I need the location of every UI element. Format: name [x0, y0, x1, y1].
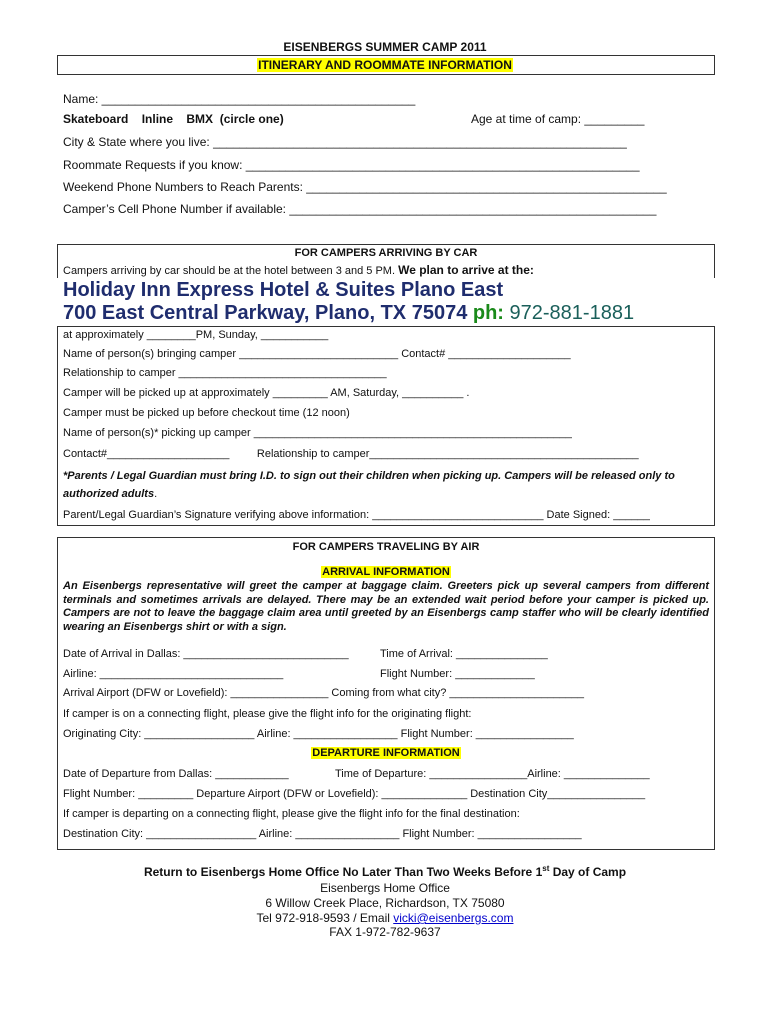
weekend-phone-field[interactable]: Weekend Phone Numbers to Reach Parents: ______________________________________________________	[63, 180, 667, 194]
departure-flight-field[interactable]: Flight Number: _________ Departure Airport (DFW or Lovefield): ______________ Destination City________________	[63, 788, 646, 800]
id-requirement-note: *Parents / Legal Guardian must bring I.D. to sign out their children when picking up. Campers will be released only to authorized adults.	[63, 470, 675, 500]
pickup-time-field[interactable]: Camper will be picked up at approximately _________ AM, Saturday, __________ .	[63, 387, 470, 399]
departure-heading: DEPARTURE INFORMATION	[312, 747, 460, 759]
date-of-departure-field[interactable]: Date of Departure from Dallas: ____________	[63, 768, 289, 780]
arrival-airport-field[interactable]: Arrival Airport (DFW or Lovefield): ________________ Coming from what city? ______________________	[63, 687, 584, 699]
return-deadline: Return to Eisenbergs Home Office No Later Than Two Weeks Before 1st Day of Camp	[143, 864, 627, 879]
arrival-time-field[interactable]: at approximately ________PM, Sunday, ___________	[63, 329, 329, 341]
arrival-paragraph: An Eisenbergs representative will greet the camper at baggage claim. Greeters pick up several campers from different terminals and sometimes arrivals are delayed. There may be an extended wait period before your camper is picked up. Campers are not to leave the baggage claim area until greeted by an Eisenbergs camp staffer who will be clearly identified wearing an Eisenbergs shirt or with a sign.	[63, 580, 709, 633]
air-heading: FOR CAMPERS TRAVELING BY AIR	[292, 541, 480, 553]
hotel-divider	[57, 326, 715, 327]
age-field[interactable]: Age at time of camp: _________	[471, 112, 645, 126]
document-subtitle: ITINERARY AND ROOMMATE INFORMATION	[258, 58, 512, 72]
name-field[interactable]: Name: _______________________________________________	[63, 92, 416, 106]
arrival-flight-number-field[interactable]: Flight Number: _____________	[380, 668, 535, 680]
bringing-camper-field[interactable]: Name of person(s) bringing camper __________________________ Contact# ____________________	[63, 348, 571, 360]
time-of-arrival-field[interactable]: Time of Arrival: _______________	[380, 648, 548, 660]
relationship-field[interactable]: Relationship to camper __________________________________	[63, 367, 387, 379]
car-heading: FOR CAMPERS ARRIVING BY CAR	[294, 247, 478, 259]
destination-flight-field[interactable]: Destination City: __________________ Airline: _________________ Flight Number: _________________	[63, 828, 582, 840]
document-title: EISENBERGS SUMMER CAMP 2011	[283, 40, 487, 54]
time-of-departure-field[interactable]: Time of Departure: ________________Airline: ______________	[335, 768, 650, 780]
roommate-field[interactable]: Roommate Requests if you know: ___________________________________________________________	[63, 158, 640, 172]
email-link[interactable]: vicki@eisenbergs.com	[393, 911, 514, 925]
arrival-heading: ARRIVAL INFORMATION	[322, 566, 450, 578]
office-name: Eisenbergs Home Office	[320, 881, 450, 895]
office-contact: Tel 972-918-9593 / Email vicki@eisenbergs.com	[256, 911, 514, 925]
office-address: 6 Willow Creek Place, Richardson, TX 75080	[265, 896, 505, 910]
hotel-block	[57, 278, 715, 326]
departure-connecting-note: If camper is departing on a connecting flight, please give the flight info for the final destination:	[63, 808, 520, 820]
originating-flight-field[interactable]: Originating City: __________________ Airline: _________________ Flight Number: ________________	[63, 728, 574, 740]
hotel-address: 700 East Central Parkway, Plano, TX 75074 ph: 972-881-1881	[63, 302, 635, 324]
signature-field[interactable]: Parent/Legal Guardian’s Signature verifying above information: ____________________________ Date Signed: ______	[63, 509, 650, 521]
checkout-note: Camper must be picked up before checkout time (12 noon)	[63, 407, 350, 419]
city-state-field[interactable]: City & State where you live: ______________________________________________________________	[63, 135, 627, 149]
pickup-contact-field[interactable]: Contact#____________________ Relationship to camper____________________________________________	[63, 448, 639, 460]
picking-up-field[interactable]: Name of person(s)* picking up camper ____________________________________________________	[63, 427, 572, 439]
office-fax: FAX 1-972-782-9637	[329, 925, 441, 939]
arrival-airline-field[interactable]: Airline: ______________________________	[63, 668, 284, 680]
cell-phone-field[interactable]: Camper’s Cell Phone Number if available: _______________________________________________________	[63, 202, 657, 216]
car-intro: Campers arriving by car should be at the hotel between 3 and 5 PM. We plan to arrive at the:	[63, 263, 534, 277]
connecting-flight-note: If camper is on a connecting flight, please give the flight info for the originating flight:	[63, 708, 472, 720]
date-of-arrival-field[interactable]: Date of Arrival in Dallas: ___________________________	[63, 648, 349, 660]
hotel-name: Holiday Inn Express Hotel & Suites Plano East	[63, 279, 504, 301]
board-type-field[interactable]: Skateboard Inline BMX (circle one)	[63, 112, 284, 126]
